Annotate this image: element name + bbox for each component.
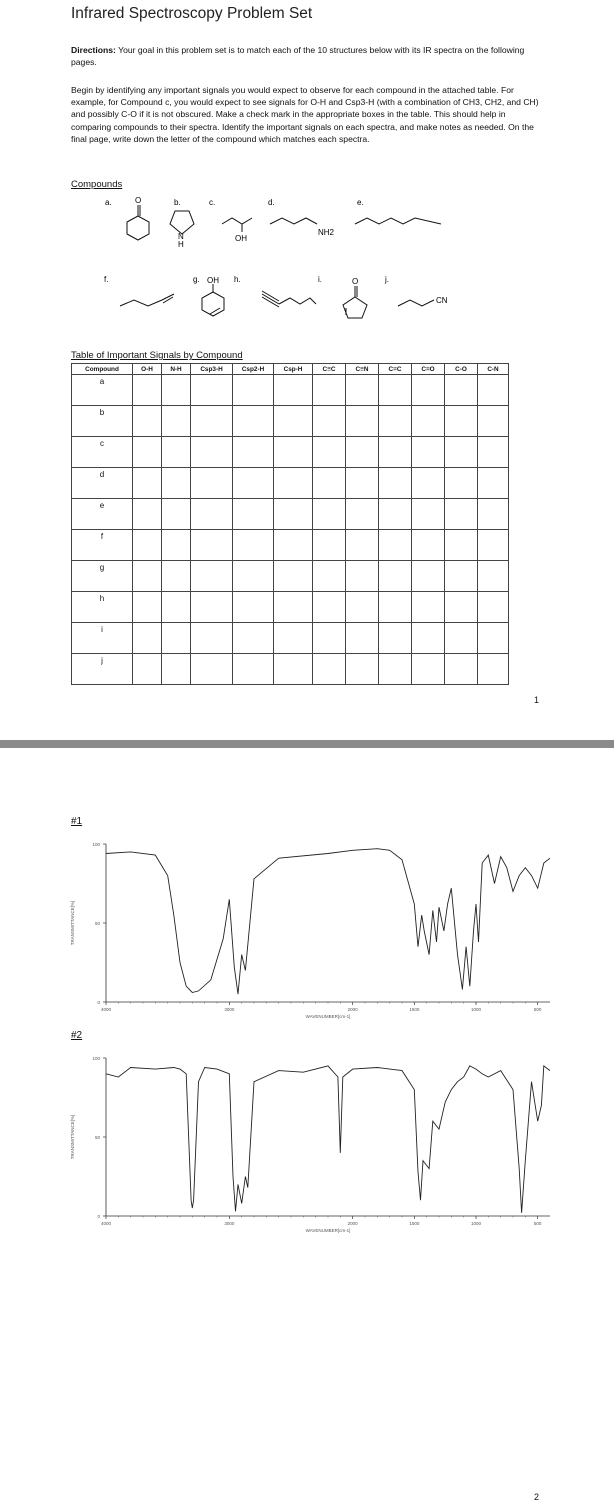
signal-check-cell[interactable] [346, 654, 379, 685]
x-tick-label: 500 [533, 1221, 542, 1226]
signal-check-cell[interactable] [478, 499, 509, 530]
signal-check-cell[interactable] [274, 406, 313, 437]
row-compound-label: d [72, 468, 133, 499]
x-tick-label: 1500 [409, 1007, 420, 1012]
signal-check-cell[interactable] [133, 406, 162, 437]
row-compound-label: e [72, 499, 133, 530]
signal-check-cell[interactable] [379, 592, 412, 623]
atom-c-hydroxyl: OH [235, 234, 247, 243]
signal-check-cell[interactable] [379, 530, 412, 561]
table-row [72, 499, 509, 530]
signal-check-cell[interactable] [162, 592, 191, 623]
signal-check-cell[interactable] [274, 437, 313, 468]
signal-check-cell[interactable] [478, 530, 509, 561]
signal-check-cell[interactable] [478, 592, 509, 623]
y-tick-label: 0 [97, 1214, 100, 1219]
signal-check-cell[interactable] [162, 530, 191, 561]
signal-check-cell[interactable] [412, 623, 445, 654]
compound-label-g: g. [193, 275, 200, 284]
signal-check-cell[interactable] [445, 592, 478, 623]
signal-check-cell[interactable] [379, 499, 412, 530]
signal-check-cell[interactable] [412, 561, 445, 592]
signal-check-cell[interactable] [445, 623, 478, 654]
table-row [72, 468, 509, 499]
signal-check-cell[interactable] [379, 437, 412, 468]
signal-check-cell[interactable] [346, 437, 379, 468]
signal-check-cell[interactable] [233, 468, 274, 499]
row-compound-label: h [72, 592, 133, 623]
signal-check-cell[interactable] [346, 468, 379, 499]
signal-check-cell[interactable] [162, 406, 191, 437]
compound-label-e: e. [357, 198, 364, 207]
signals-table-body [72, 375, 509, 685]
signal-check-cell[interactable] [133, 468, 162, 499]
signal-check-cell[interactable] [379, 623, 412, 654]
signal-check-cell[interactable] [445, 406, 478, 437]
x-tick-label: 1500 [409, 1221, 420, 1226]
signal-check-cell[interactable] [445, 530, 478, 561]
table-row [72, 406, 509, 437]
signal-check-cell[interactable] [162, 623, 191, 654]
signal-check-cell[interactable] [191, 623, 233, 654]
signal-check-cell[interactable] [274, 592, 313, 623]
directions-paragraph [71, 44, 541, 68]
column-header: C-N [478, 364, 509, 375]
signal-check-cell[interactable] [133, 623, 162, 654]
signal-check-cell[interactable] [191, 375, 233, 406]
column-header: Csp2-H [233, 364, 274, 375]
signal-check-cell[interactable] [162, 375, 191, 406]
row-compound-label: c [72, 437, 133, 468]
column-header: C-O [445, 364, 478, 375]
column-header: Csp-H [274, 364, 313, 375]
ir-spectrum-2 [62, 1046, 562, 1236]
x-tick-label: 3000 [224, 1007, 235, 1012]
signal-check-cell[interactable] [274, 654, 313, 685]
x-tick-label: 2000 [347, 1007, 358, 1012]
atom-g-hydroxyl: OH [207, 276, 219, 285]
signal-check-cell[interactable] [445, 561, 478, 592]
y-tick-label: 50 [94, 1135, 100, 1140]
signal-check-cell[interactable] [478, 654, 509, 685]
signal-check-cell[interactable] [191, 530, 233, 561]
signal-check-cell[interactable] [313, 437, 346, 468]
signal-check-cell[interactable] [412, 654, 445, 685]
signal-check-cell[interactable] [313, 654, 346, 685]
column-header: C=O [412, 364, 445, 375]
row-compound-label: i [72, 623, 133, 654]
table-row [72, 561, 509, 592]
table-row [72, 592, 509, 623]
y-tick-label: 0 [97, 1000, 100, 1005]
signal-check-cell[interactable] [313, 468, 346, 499]
signals-table [71, 363, 509, 685]
signal-check-cell[interactable] [313, 623, 346, 654]
signal-check-cell[interactable] [162, 437, 191, 468]
signal-check-cell[interactable] [233, 623, 274, 654]
compound-label-c: c. [209, 198, 216, 207]
atom-d-amine: NH2 [318, 228, 335, 237]
y-axis-label: TRANSMITTANCE[%] [70, 1114, 75, 1160]
table-row [72, 623, 509, 654]
signal-check-cell[interactable] [233, 375, 274, 406]
signal-check-cell[interactable] [412, 499, 445, 530]
signal-check-cell[interactable] [313, 530, 346, 561]
signal-check-cell[interactable] [478, 437, 509, 468]
signal-check-cell[interactable] [274, 375, 313, 406]
signal-check-cell[interactable] [412, 468, 445, 499]
signal-check-cell[interactable] [445, 499, 478, 530]
signal-check-cell[interactable] [313, 592, 346, 623]
page-2 [0, 748, 614, 1512]
signal-check-cell[interactable] [133, 654, 162, 685]
row-compound-label: a [72, 375, 133, 406]
x-tick-label: 3000 [224, 1221, 235, 1226]
signal-check-cell[interactable] [133, 499, 162, 530]
spectrum-line [106, 1066, 550, 1213]
signal-check-cell[interactable] [191, 654, 233, 685]
signal-check-cell[interactable] [233, 561, 274, 592]
signal-check-cell[interactable] [346, 406, 379, 437]
signal-check-cell[interactable] [445, 437, 478, 468]
signal-check-cell[interactable] [133, 437, 162, 468]
signal-check-cell[interactable] [379, 468, 412, 499]
page-separator [0, 740, 614, 748]
signal-check-cell[interactable] [445, 468, 478, 499]
signal-check-cell[interactable] [233, 499, 274, 530]
compound-label-h: h. [234, 275, 241, 284]
column-header: C=C [379, 364, 412, 375]
compound-label-j: j. [385, 275, 389, 284]
signal-check-cell[interactable] [191, 406, 233, 437]
x-axis-label: WAVENUMBER[cm-1] [305, 1228, 351, 1233]
signal-check-cell[interactable] [162, 468, 191, 499]
signal-check-cell[interactable] [133, 375, 162, 406]
compound-label-i: i. [318, 275, 322, 284]
x-tick-label: 4000 [100, 1221, 112, 1226]
x-tick-label: 2000 [347, 1221, 358, 1226]
signal-check-cell[interactable] [379, 406, 412, 437]
x-axis-label: WAVENUMBER[cm-1] [305, 1014, 351, 1019]
table-row [72, 654, 509, 685]
compound-label-b: b. [174, 198, 181, 207]
x-tick-label: 4000 [100, 1007, 112, 1012]
spectrum-1-label: #1 [71, 816, 83, 827]
ir-spectrum-1 [62, 832, 562, 1022]
signal-check-cell[interactable] [133, 592, 162, 623]
row-compound-label: j [72, 654, 133, 685]
signal-check-cell[interactable] [274, 499, 313, 530]
signal-check-cell[interactable] [445, 375, 478, 406]
signal-check-cell[interactable] [274, 530, 313, 561]
signal-check-cell[interactable] [274, 561, 313, 592]
signal-check-cell[interactable] [346, 623, 379, 654]
signal-check-cell[interactable] [379, 375, 412, 406]
signal-check-cell[interactable] [445, 654, 478, 685]
directions-text: Your goal in this problem set is to match each of the 10 structures below with its IR spectra on the following pages. [71, 45, 525, 68]
compound-label-d: d. [268, 198, 275, 207]
x-tick-label: 500 [533, 1007, 542, 1012]
column-header: O-H [133, 364, 162, 375]
compound-label-a: a. [105, 198, 112, 207]
table-heading: Table of Important Signals by Compound [71, 350, 243, 361]
atom-b-hydrogen: H [178, 240, 184, 249]
signal-check-cell[interactable] [233, 530, 274, 561]
spectrum-2-label: #2 [71, 1030, 83, 1041]
signal-check-cell[interactable] [478, 468, 509, 499]
signal-check-cell[interactable] [274, 468, 313, 499]
signal-check-cell[interactable] [313, 561, 346, 592]
y-tick-label: 100 [92, 1056, 100, 1061]
column-header: Compound [72, 364, 133, 375]
signal-check-cell[interactable] [233, 406, 274, 437]
signal-check-cell[interactable] [346, 375, 379, 406]
instructions-paragraph: Begin by identifying any important signals you would expect to observe for each compound in the attached table. For example, for Compound c, you would expect to see signals for O-H and Csp3-H (with a combination of CH3, CH2, and CH) and possibly C-O if it is not obscured. Make a check mark in the appropriate boxes in the table. This should help in comparing compounds to their spectra. Identify the important signals on each spectra, and make notes as needed. On the final page, write down the letter of the compound which matches each spectra. [71, 85, 539, 144]
atom-a-oxygen: O [135, 196, 142, 205]
signal-check-cell[interactable] [412, 406, 445, 437]
signal-check-cell[interactable] [162, 654, 191, 685]
signal-check-cell[interactable] [346, 530, 379, 561]
page-number: 2 [534, 1492, 540, 1502]
compound-label-f: f. [104, 275, 109, 284]
signal-check-cell[interactable] [379, 654, 412, 685]
compounds-heading: Compounds [71, 179, 123, 190]
signal-check-cell[interactable] [191, 468, 233, 499]
signal-check-cell[interactable] [162, 561, 191, 592]
signal-check-cell[interactable] [478, 561, 509, 592]
signal-check-cell[interactable] [133, 561, 162, 592]
column-header: N-H [162, 364, 191, 375]
atom-b-nitrogen: N [178, 232, 184, 241]
signal-check-cell[interactable] [313, 499, 346, 530]
table-row [72, 530, 509, 561]
signal-check-cell[interactable] [478, 406, 509, 437]
signal-check-cell[interactable] [346, 561, 379, 592]
y-tick-label: 100 [92, 842, 100, 847]
compound-structures [0, 190, 614, 360]
signal-check-cell[interactable] [162, 499, 191, 530]
column-header: C≡C [313, 364, 346, 375]
signal-check-cell[interactable] [191, 499, 233, 530]
signal-check-cell[interactable] [191, 592, 233, 623]
row-compound-label: b [72, 406, 133, 437]
table-row [72, 437, 509, 468]
row-compound-label: f [72, 530, 133, 561]
x-tick-label: 1000 [470, 1221, 482, 1226]
atom-j-nitrile: CN [436, 296, 448, 305]
signal-check-cell[interactable] [412, 437, 445, 468]
page-title: Infrared Spectroscopy Problem Set [71, 5, 313, 22]
row-compound-label: g [72, 561, 133, 592]
x-tick-label: 1000 [470, 1007, 482, 1012]
signal-check-cell[interactable] [274, 623, 313, 654]
directions-label: Directions: [71, 45, 116, 55]
signal-check-cell[interactable] [233, 592, 274, 623]
y-tick-label: 50 [94, 921, 100, 926]
signal-check-cell[interactable] [133, 530, 162, 561]
signal-check-cell[interactable] [346, 499, 379, 530]
atom-i-oxygen: O [352, 277, 359, 286]
table-header-row [72, 364, 509, 375]
signal-check-cell[interactable] [191, 561, 233, 592]
signal-check-cell[interactable] [191, 437, 233, 468]
page-number: 1 [534, 695, 540, 705]
signal-check-cell[interactable] [313, 406, 346, 437]
signal-check-cell[interactable] [412, 530, 445, 561]
spectrum-line [106, 849, 550, 994]
signal-check-cell[interactable] [379, 561, 412, 592]
signal-check-cell[interactable] [478, 623, 509, 654]
column-header: C≡N [346, 364, 379, 375]
signal-check-cell[interactable] [346, 592, 379, 623]
signal-check-cell[interactable] [313, 375, 346, 406]
signal-check-cell[interactable] [412, 592, 445, 623]
table-row [72, 375, 509, 406]
signal-check-cell[interactable] [233, 654, 274, 685]
page-1 [0, 0, 614, 740]
signal-check-cell[interactable] [412, 375, 445, 406]
column-header: Csp3-H [191, 364, 233, 375]
signal-check-cell[interactable] [233, 437, 274, 468]
signal-check-cell[interactable] [478, 375, 509, 406]
y-axis-label: TRANSMITTANCE[%] [70, 900, 75, 946]
